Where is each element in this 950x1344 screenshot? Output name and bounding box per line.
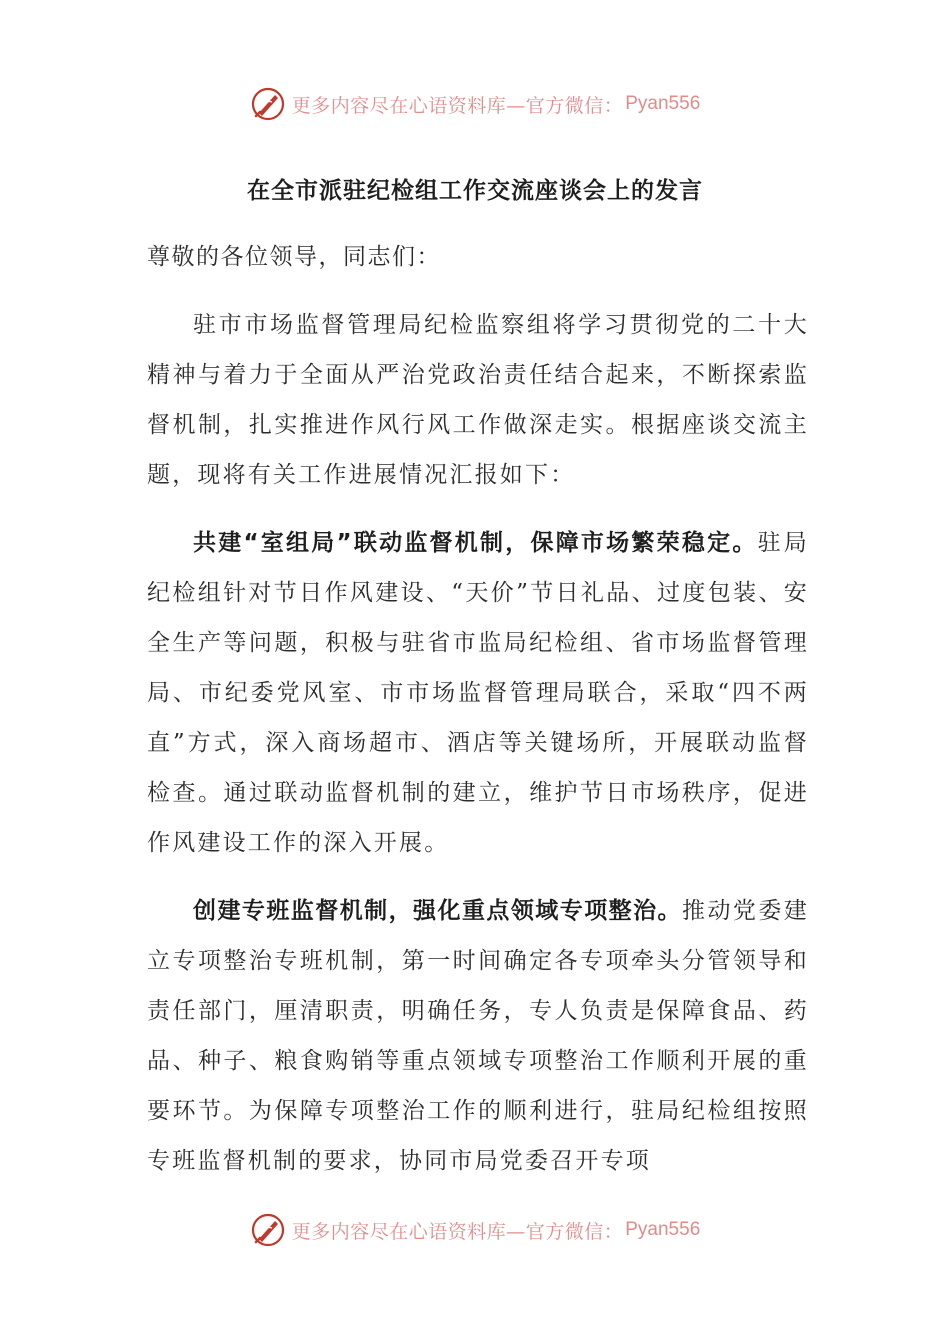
document-title: 在全市派驻纪检组工作交流座谈会上的发言 — [247, 178, 703, 204]
paragraph-text: 驻市市场监督管理局纪检监察组将学习贯彻党的二十大精神与着力于全面从严治党政治责任结合起来，不断探索监督机制，扎实推进作风行风工作做深走实。根据座谈交流主题，现将有关工作进展情况汇报如下： — [147, 312, 809, 488]
watermark-text: 更多内容尽在心语资料库—官方微信： — [291, 94, 624, 117]
quill-pen-seal-icon — [250, 1212, 286, 1248]
watermark-text: 更多内容尽在心语资料库—官方微信： — [291, 1220, 624, 1243]
paragraph-special-task-force — [147, 886, 809, 1186]
watermark-handle: Pyan556 — [625, 93, 701, 114]
watermark-header — [0, 84, 950, 124]
paragraph-text: 驻局纪检组针对节日作风建设、“天价”节日礼品、过度包装、安全生产等问题，积极与驻省市监局纪检组、省市场监督管理局、市纪委党风室、市市场监督管理局联合，采取“四不两直”方式，深入商场超市、酒店等关键场所，开展联动监督检查。通过联动监督机制的建立，维护节日市场秩序，促进作风建设工作的深入开展。 — [147, 530, 809, 856]
quill-pen-seal-icon — [250, 86, 286, 122]
salutation: 尊敬的各位领导，同志们： — [147, 244, 441, 270]
watermark-footer — [0, 1210, 950, 1250]
paragraph-text: 推动党委建立专项整治专班机制，第一时间确定各专项牵头分管领导和责任部门，厘清职责，明确任务，专人负责是保障食品、药品、种子、粮食购销等重点领域专项整治工作顺利开展的重要环节。为保障专项整治工作的顺利进行，驻局纪检组按照专班监督机制的要求，协同市局党委召开专项 — [147, 898, 809, 1174]
paragraph-lead: 共建“室组局”联动监督机制，保障市场繁荣稳定。 — [193, 530, 758, 556]
paragraph-linkage-mechanism — [147, 518, 809, 868]
watermark-handle: Pyan556 — [625, 1219, 701, 1240]
paragraph-intro — [147, 300, 809, 500]
paragraph-lead: 创建专班监督机制，强化重点领域专项整治。 — [193, 898, 682, 924]
document-body — [147, 232, 809, 1186]
